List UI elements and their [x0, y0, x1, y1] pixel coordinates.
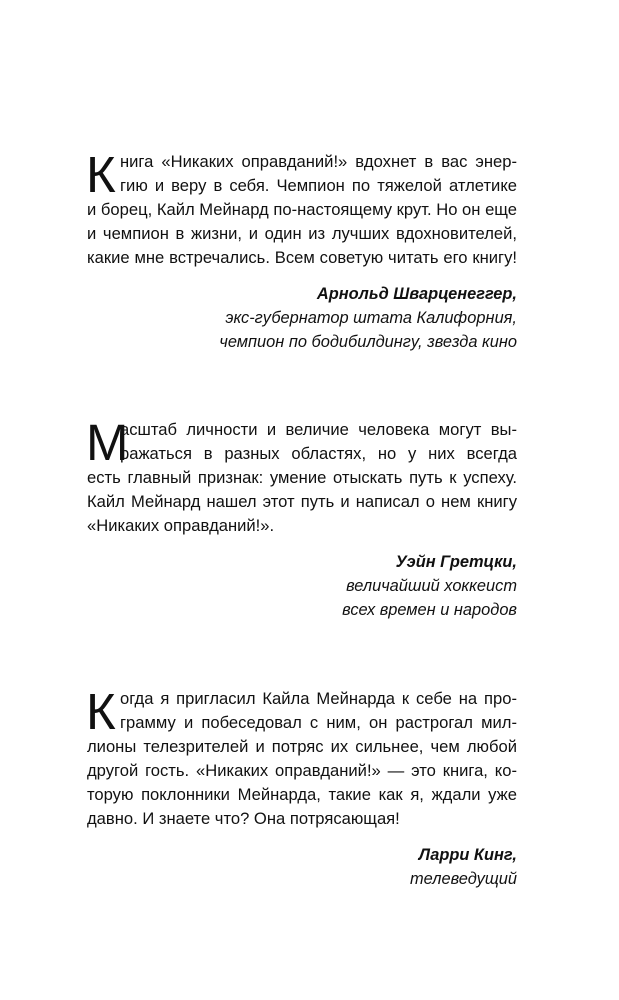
quote-line: есть главный признак: умение отыскать путь к успеху. [87, 468, 517, 487]
author-role: телеведущий [410, 870, 517, 888]
quote-line: лионы телезрителей и потряс их сильнее, чем любой [87, 737, 517, 756]
quote-text [86, 414, 517, 538]
drop-cap: К [86, 683, 116, 740]
drop-cap: К [86, 146, 116, 203]
quote-line: нига «Никаких оправданий!» вдохнет в вас энер- [120, 152, 517, 171]
author-name: Арнольд Шварценеггер, [316, 285, 517, 303]
attribution [87, 282, 517, 354]
quote-gretzky [86, 414, 517, 622]
quote-line: ражаться в разных областях, но у них всегда [120, 444, 517, 463]
author-role: величайший хоккеист [346, 577, 517, 595]
attribution [87, 843, 517, 891]
author-name: Ларри Кинг, [418, 846, 517, 864]
quote-line: и чемпион в жизни, и один из лучших вдохновителей, [87, 224, 517, 243]
author-name: Уэйн Гретцки, [395, 553, 517, 571]
quote-text [86, 683, 517, 831]
author-role: чемпион по бодибилдингу, звезда кино [219, 333, 517, 351]
quote-line: «Никаких оправданий!». [87, 516, 275, 535]
quote-line: другой гость. «Никаких оправданий!» — это книга, ко- [87, 761, 517, 780]
quote-line: какие мне встречались. Всем советую читать его книгу! [87, 248, 517, 267]
quote-king [86, 683, 517, 891]
quote-line: грамму и побеседовал с ним, он растрогал мил- [120, 713, 517, 732]
attribution [87, 550, 517, 622]
author-role: экс-губернатор штата Калифорния, [225, 309, 517, 327]
quote-schwarzenegger [86, 146, 517, 354]
quote-line: огда я пригласил Кайла Мейнарда к себе на про- [120, 689, 517, 708]
quote-line: торую поклонники Мейнарда, такие как я, ждали уже [87, 785, 517, 804]
quote-line: гию и веру в себя. Чемпион по тяжелой атлетике [120, 176, 517, 195]
drop-cap: М [86, 414, 129, 471]
author-role: всех времен и народов [342, 601, 517, 619]
quote-line: давно. И знаете что? Она потрясающая! [87, 809, 400, 828]
quote-line: и борец, Кайл Мейнард по-настоящему крут. Но он еще [87, 200, 517, 219]
quote-line: Кайл Мейнард нашел этот путь и написал о нем книгу [87, 492, 517, 511]
quote-line: асштаб личности и величие человека могут вы- [120, 420, 517, 439]
quote-text [86, 146, 517, 270]
